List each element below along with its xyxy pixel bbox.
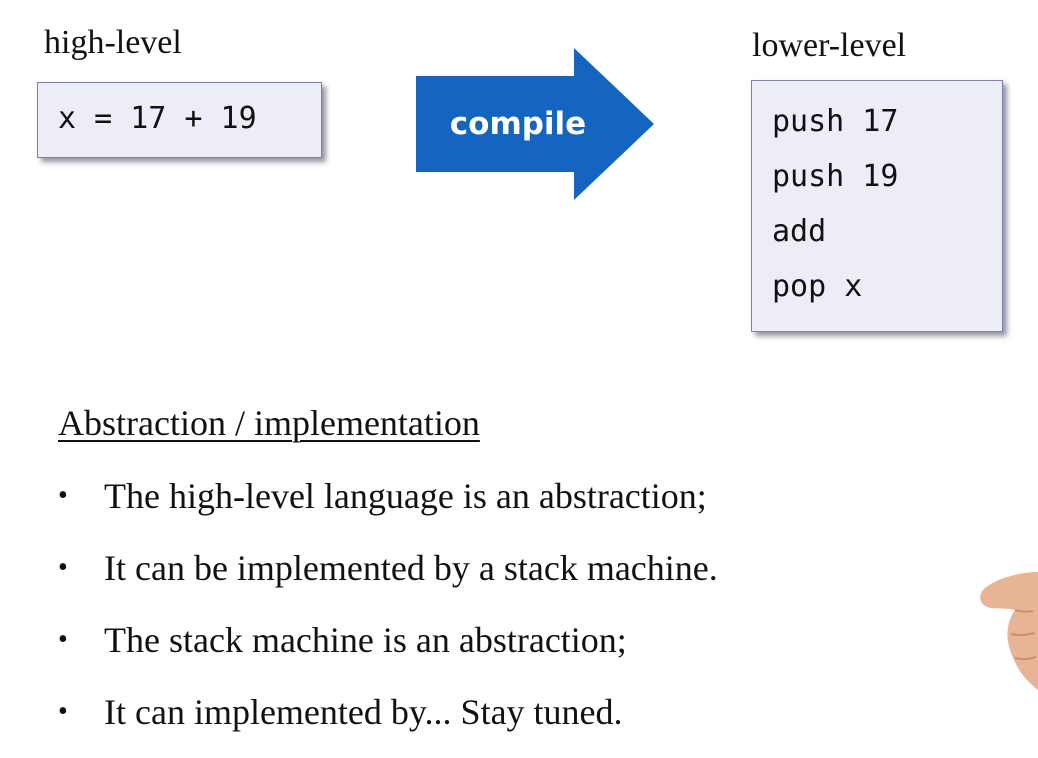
bullet-item bbox=[58, 614, 718, 686]
bullet-item bbox=[58, 542, 718, 614]
high-level-label: high-level bbox=[44, 24, 182, 61]
bullet-text: The high-level language is an abstraction; bbox=[104, 476, 707, 516]
bullet-dot-icon: • bbox=[58, 480, 68, 511]
section-heading: Abstraction / implementation bbox=[58, 403, 480, 443]
bullet-dot-icon: • bbox=[58, 624, 68, 655]
code-line-pop-x: pop x bbox=[772, 269, 863, 304]
lower-level-label: lower-level bbox=[752, 27, 907, 64]
high-level-code-box bbox=[37, 82, 322, 158]
bullet-item bbox=[58, 470, 718, 542]
compile-label: compile bbox=[449, 106, 587, 142]
bullet-list bbox=[58, 470, 718, 758]
bullet-dot-icon: • bbox=[58, 696, 68, 727]
code-line-push-17: push 17 bbox=[772, 104, 899, 139]
bullet-text: The stack machine is an abstraction; bbox=[104, 620, 627, 660]
high-level-code-line: x = 17 + 19 bbox=[58, 101, 257, 136]
pointing-hand-icon bbox=[975, 562, 1038, 692]
bullet-text: It can be implemented by a stack machine. bbox=[104, 548, 718, 588]
code-line-add: add bbox=[772, 214, 827, 249]
lower-level-code-box bbox=[751, 80, 1003, 332]
code-line-push-19: push 19 bbox=[772, 159, 899, 194]
bullet-text: It can implemented by... Stay tuned. bbox=[104, 692, 623, 732]
bullet-item bbox=[58, 686, 718, 758]
bullet-dot-icon: • bbox=[58, 552, 68, 583]
